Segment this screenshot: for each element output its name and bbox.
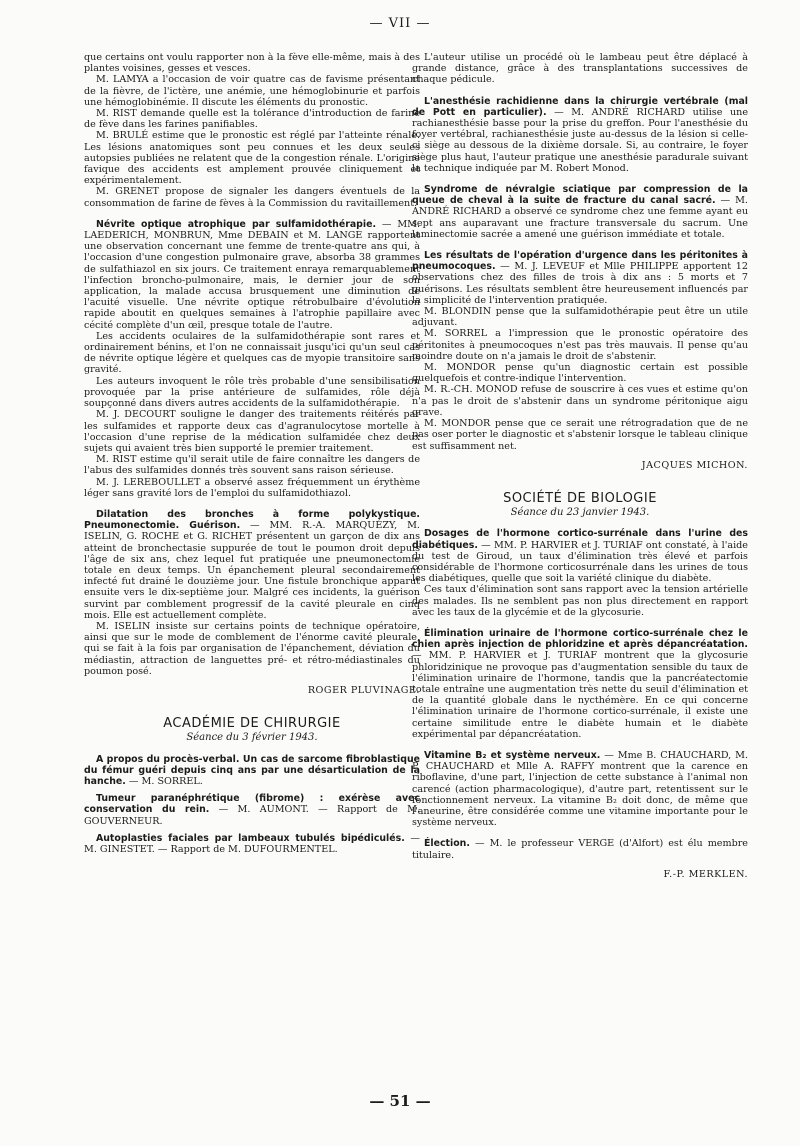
- article-heading: Élection.: [424, 838, 470, 850]
- article-text: — MM. LAEDERICH, MONBRUN, Mme DEBAIN et M. LANGE rapportent une observation concernant une femme de trente-quatre ans qui, à l'occasion d'une congestion pulmonaire grave, absorba 38 grammes de sulfathiazol en six jours. Ce traitement enraya remarquablement l'infection broncho-pulmonaire, mais, le dernier jour de son application, la malade accusa brusquement une diminution de l'acuité visuelle. Une névrite optique rétrobulbaire d'évolution rapide aboutit en quelques semaines à l'atrophie papillaire avec cécité complète d'un œil, presque totale de l'autre.: [84, 218, 421, 331]
- item-text: — M. AUMONT. — Rapport de M. GOUVERNEUR.: [84, 804, 421, 827]
- article-anesthesie: [412, 96, 748, 174]
- paragraph: M. MONDOR pense qu'un diagnostic certain est possible quelquefois et contre-indique l'intervention.: [412, 362, 748, 385]
- article-text: — MM. P. HARVIER et J. TURIAF montrent que la glycosurie phloridzinique ne provoque pas d'augmentation sensible du taux de l'élimination urinaire de l'hormone, tandis que la pancréatectomie totale entraîne une augmentation très nette du seuil d'élimination et de la quantité globale dans le nycthémère. En ce qui concerne l'élimination urinaire de l'hormone cortico-surrénale, il existe une certaine similitude entre le diabète humain et le diabète expérimental par dépancréatation.: [412, 650, 748, 740]
- paragraph: Ces taux d'élimination sont sans rapport avec la tension artérielle des malades. Ils ne semblent pas non plus directement en rapport avec les taux de la glycémie et de la glycosurie.: [412, 584, 748, 618]
- article-vitamine: [412, 750, 748, 828]
- article-nevrite: [84, 219, 420, 331]
- paragraph: M. BRULÉ estime que le pronostic est réglé par l'atteinte rénale. Les lésions anatomiques sont peu connues et les deux seules autopsies publiées ne relatent que de la congestion rénale. L'origine favique des accidents est amplement prouvée cliniquement et expérimentalement.: [84, 130, 420, 187]
- item-heading: A propos du procès-verbal. Un cas de sarcome fibroblastique du fémur guéri depuis cinq ans par une désarticulation de la hanche.: [84, 753, 420, 787]
- article-text: — Mme B. CHAUCHARD, M. P. CHAUCHARD et Mlle A. RAFFY montrent que la carence en riboflavine, d'une part, l'injection de cette substance à l'animal non carencé (action pharmacologique), d'autre part, retentissent sur le fonctionnement nerveux. La vitamine B₂ doit donc, de même que l'aneurine, être considérée comme une vitamine importante pour le système nerveux.: [412, 749, 748, 829]
- society-heading: ACADÉMIE DE CHIRURGIE: [163, 716, 341, 732]
- paragraph: Les accidents oculaires de la sulfamidothérapie sont rares et ordinairement bénins, et l'on ne connaissait jusqu'ici qu'un seul cas de névrite optique légère et quelques cas de myopie transitoire sans gravité.: [84, 330, 420, 376]
- signature: JACQUES MICHON.: [641, 459, 748, 471]
- society-heading: SOCIÉTÉ DE BIOLOGIE: [503, 490, 657, 506]
- signature: ROGER PLUVINAGE.: [307, 684, 420, 696]
- article-heading: Les résultats de l'opération d'urgence dans les péritonites à pneumocoques.: [412, 250, 748, 273]
- running-head: — VII —: [369, 16, 431, 31]
- session-date: Séance du 3 février 1943.: [186, 732, 318, 744]
- article-heading: L'anesthésie rachidienne dans la chirurgie vertébrale (mal de Pott en particulier).: [412, 95, 748, 118]
- paragraph: L'auteur utilise un procédé où le lambeau peut être déplacé à grande distance, grâce à des transplantations successives de chaque pédicule.: [412, 52, 748, 86]
- article-text: — MM. R.-A. MARQUÉZY, M. ISELIN, G. ROCHE et G. RICHET présentent un garçon de dix ans atteint de bronchectasie suppurée de tout le poumon droit depuis l'âge de six ans, chez lequel fut pratiquée une pneumonectomie totale en deux temps. Un épanchement pleural secondairement infecté fut drainé le douzième jour. Une fistule bronchique apparut ensuite vers le dix-septième jour. Malgré ces incidents, la guérison survint par comblement progressif de la cavité pleurale en cinq mois. Elle est actuellement complète.: [84, 520, 420, 621]
- session-date: Séance du 23 janvier 1943.: [510, 507, 650, 519]
- article-dosages: [412, 528, 748, 584]
- article-heading: Dilatation des bronches à forme polykystique. Pneumonectomie. Guérison.: [84, 508, 420, 532]
- article-heading: Syndrome de névralgie sciatique par compression de la queue de cheval à la suite de fracture du canal sacré.: [412, 184, 748, 207]
- article-text: — M. ANDRÉ RICHARD utilise une rachianesthésie basse pour la prise du greffon. Pour l'anesthésie du foyer vertébral, rachianesthésie juste au-dessus de la lésion si celle-ci siège au dessous de la dixième dorsale. Si, au contraire, le foyer siège plus haut, l'auteur pratique une anesthésie paradurale suivant la technique indiquée par M. Robert Monod.: [412, 106, 748, 174]
- paragraph: M. J. DECOURT souligne le danger des traitements réitérés par les sulfamides et rapporte deux cas d'agranulocytose mortelle à l'occasion d'une reprise de la médication sulfamidée chez deux sujets qui avaient très bien supporté le premier traitement.: [84, 409, 420, 454]
- paragraph: M. BLONDIN pense que la sulfamidothérapie peut être un utile adjuvant.: [412, 306, 748, 329]
- right-column: [412, 52, 748, 880]
- paragraph: M. MONDOR pense que ce serait une rétrogradation que de ne pas oser porter le diagnostic et s'abstenir lorsque le tableau clinique est suffisamment net.: [412, 418, 748, 452]
- article-heading: Vitamine B₂ et système nerveux.: [424, 749, 601, 761]
- page-number: — 51 —: [369, 1092, 431, 1110]
- item-autoplasties: [84, 833, 420, 855]
- paragraph: M. LAMYA a l'occasion de voir quatre cas de favisme présentant de la fièvre, de l'ictère, une anémie, une hémoglobinurie et parfois une hémoglobinémie. Il discute les éléments du pronostic.: [84, 74, 420, 108]
- paragraph: M. ISELIN insiste sur certains points de technique opératoire, ainsi que sur le mode de comblement de l'énorme cavité pleurale, qui se fait à la fois par organisation de l'épanchement, déviation du médiastin, attraction de languettes pré- et rétro-médiastinales du poumon posé.: [84, 620, 420, 677]
- paragraph: M. GRENET propose de signaler les dangers éventuels de la consommation de farine de fèves à la Commission du ravitaillement.: [84, 186, 420, 209]
- item-heading: Autoplasties faciales par lambeaux tubulés bipédiculés.: [96, 832, 405, 844]
- article-text: — M. J. LEVEUF et Mlle PHILIPPE apportent 12 observations chez des filles de trois à dix ans : 5 morts et 7 guérisons. Les résultats semblent être heureusement influencés par la simplicité de l'intervention pratiquée.: [412, 261, 748, 306]
- article-dilatation: [84, 509, 420, 621]
- article-heading: Dosages de l'hormone cortico-surrénale dans l'urine des diabétiques.: [412, 528, 748, 551]
- article-text: — M. le professeur VERGE (d'Alfort) est élu membre titulaire.: [412, 838, 748, 861]
- article-syndrome: [412, 184, 748, 240]
- article-text: — MM. P. HARVIER et J. TURIAF ont constaté, à l'aide du test de Giroud, un taux d'élimination très élevé et parfois considérable de l'hormone corticosurrénale dans les urines de tous les diabétiques, quelle que soit la variété clinique du diabète.: [412, 539, 748, 585]
- paragraph: M. J. LEREBOULLET a observé assez fréquemment un érythème léger sans gravité lors de l'emploi du sulfamidothiazol.: [84, 476, 420, 499]
- item-text: — M. GINESTET. — Rapport de M. DUFOURMENTEL.: [84, 832, 420, 855]
- left-column: [84, 52, 420, 855]
- paragraph: que certains ont voulu rapporter non à la fève elle-même, mais à des plantes voisines, gesses et vesces.: [84, 52, 420, 75]
- article-text: — M. ANDRÉ RICHARD a observé ce syndrome chez une femme ayant eu sept ans auparavant une fracture transversale du sacrum. Une laminectomie sacrée a amené une guérison immédiate et totale.: [412, 195, 748, 240]
- signature: F.-P. MERKLEN.: [663, 868, 748, 880]
- item-tumeur: [84, 793, 420, 827]
- article-heading: Élimination urinaire de l'hormone cortico-surrénale chez le chien après injection de phloridzine et après dépancréatation.: [412, 627, 748, 651]
- item-sarcome: [84, 754, 420, 788]
- item-text: — M. SORREL.: [125, 775, 203, 787]
- paragraph: M. RIST demande quelle est la tolérance d'introduction de farine de fève dans les farines panifiables.: [84, 108, 420, 131]
- paragraph: M. SORREL a l'impression que le pronostic opératoire des péritonites à pneumocoques n'est pas très mauvais. Il pense qu'au moindre doute on n'a jamais le droit de s'abstenir.: [412, 328, 748, 362]
- paragraph: M. R.-CH. MONOD refuse de souscrire à ces vues et estime qu'on n'a pas le droit de s'abstenir dans un syndrome péritonique aigu grave.: [412, 384, 748, 418]
- article-election: [412, 838, 748, 860]
- article-heading: Névrite optique atrophique par sulfamidothérapie.: [96, 218, 377, 230]
- paragraph: M. RIST estime qu'il serait utile de faire connaître les dangers de l'abus des sulfamides donnés très souvent sans raison sérieuse.: [84, 454, 420, 477]
- paragraph: Les auteurs invoquent le rôle très probable d'une sensibilisation provoquée par la prise antérieure de sulfamides, rôle déjà soupçonné dans divers autres accidents de la sulfamidothérapie.: [84, 375, 420, 410]
- item-heading: Tumeur paranéphrétique (fibrome) : exérèse avec conservation du rein.: [84, 793, 420, 816]
- article-resultats: [412, 250, 748, 306]
- article-elimination: [412, 628, 748, 740]
